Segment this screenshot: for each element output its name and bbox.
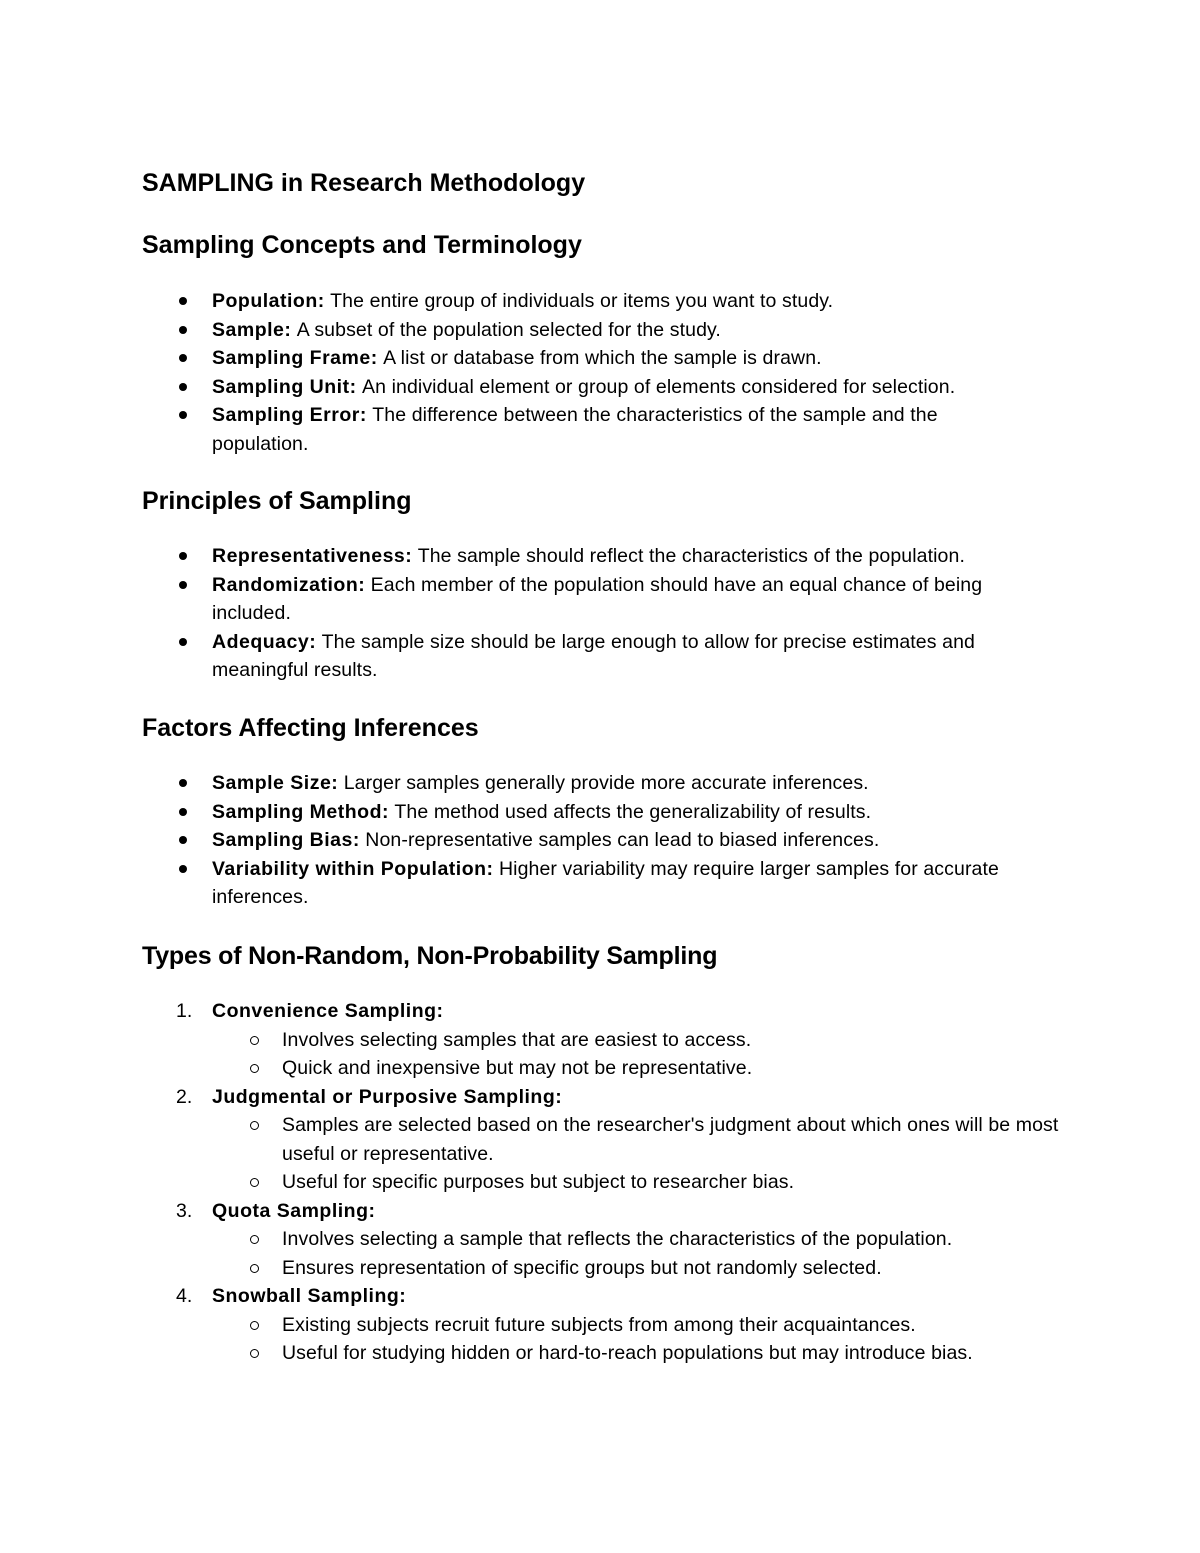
- bullet-icon: [179, 383, 187, 391]
- sub-item: [212, 1111, 1072, 1168]
- sub-item: [212, 1225, 1072, 1254]
- item-number: 4.: [176, 1285, 193, 1307]
- section-concepts: [142, 228, 1072, 455]
- list-item: [142, 855, 1072, 912]
- term-label: Adequacy:: [212, 630, 317, 653]
- term-label: Sampling Unit:: [212, 375, 357, 398]
- sub-item: [212, 1026, 1072, 1055]
- concepts-list: [142, 287, 1072, 458]
- term-description: Each member of the population should have an equal chance of being included.: [212, 573, 983, 624]
- term-description: A subset of the population selected for the study.: [296, 318, 721, 341]
- item-heading: Quota Sampling:: [212, 1199, 376, 1222]
- term-label: Sample Size:: [212, 772, 339, 794]
- sub-item: [212, 1311, 1072, 1340]
- term-label: Sampling Bias:: [212, 829, 360, 851]
- hollow-bullet-icon: [250, 1036, 259, 1045]
- term-description: A list or database from which the sample is drawn.: [383, 347, 822, 369]
- bullet-icon: [179, 354, 187, 362]
- bullet-icon: [179, 836, 187, 844]
- factors-list: [142, 769, 1072, 912]
- bullet-icon: [179, 326, 187, 334]
- hollow-bullet-icon: [250, 1235, 259, 1244]
- bullet-icon: [179, 808, 187, 816]
- bullet-icon: [179, 297, 187, 305]
- sub-list: [212, 1311, 1072, 1368]
- numbered-item: [142, 1282, 1072, 1368]
- list-item: [142, 769, 1072, 798]
- term-label: Sampling Method:: [212, 800, 389, 823]
- sub-item-text: Useful for specific purposes but subject to researcher bias.: [282, 1171, 795, 1193]
- sub-item-text: Ensures representation of specific groups but not randomly selected.: [282, 1256, 882, 1279]
- sub-item: [212, 1054, 1072, 1083]
- sub-list: [212, 1111, 1072, 1197]
- list-item: [142, 798, 1072, 827]
- bullet-icon: [179, 779, 187, 787]
- item-number: 2.: [176, 1085, 193, 1108]
- item-number: 3.: [176, 1199, 193, 1222]
- list-item: [142, 628, 1072, 685]
- item-heading: Judgmental or Purposive Sampling:: [212, 1085, 563, 1108]
- section-heading: Factors Affecting Inferences: [142, 714, 479, 742]
- term-description: Larger samples generally provide more accurate inferences.: [343, 772, 869, 794]
- sub-item: [212, 1254, 1072, 1283]
- section-principles: [142, 484, 1072, 681]
- list-item: [142, 287, 1072, 316]
- list-item: [142, 571, 1072, 628]
- sub-item-text: Existing subjects recruit future subjects from among their acquaintances.: [282, 1313, 916, 1336]
- bullet-icon: [179, 638, 187, 646]
- sub-list: [212, 1026, 1072, 1083]
- numbered-item: [142, 997, 1072, 1083]
- item-heading: Snowball Sampling:: [212, 1285, 407, 1307]
- section-heading: Sampling Concepts and Terminology: [142, 231, 582, 259]
- term-label: Sampling Frame:: [212, 347, 378, 369]
- term-label: Sampling Error:: [212, 404, 367, 426]
- principles-list: [142, 542, 1072, 685]
- term-description: The method used affects the generalizability of results.: [394, 800, 872, 823]
- numbered-item: [142, 1083, 1072, 1197]
- hollow-bullet-icon: [250, 1264, 259, 1273]
- list-item: [142, 542, 1072, 571]
- document-title: SAMPLING in Research Methodology: [142, 169, 586, 197]
- list-item: [142, 344, 1072, 373]
- term-description: The sample size should be large enough to allow for precise estimates and meaningful results.: [212, 630, 975, 681]
- sub-item: [212, 1339, 1072, 1368]
- sub-list: [212, 1225, 1072, 1282]
- term-description: An individual element or group of elements considered for selection.: [362, 375, 956, 398]
- term-description: The entire group of individuals or items you want to study.: [330, 290, 834, 312]
- section-heading: Types of Non-Random, Non-Probability Sampling: [142, 942, 718, 970]
- bullet-icon: [179, 865, 187, 873]
- item-heading: Convenience Sampling:: [212, 1000, 444, 1022]
- list-item: [142, 373, 1072, 402]
- bullet-icon: [179, 411, 187, 419]
- item-number: 1.: [176, 1000, 193, 1022]
- term-description: Non-representative samples can lead to biased inferences.: [365, 829, 880, 851]
- sub-item: [212, 1168, 1072, 1197]
- term-description: Higher variability may require larger samples for accurate inferences.: [212, 857, 999, 908]
- term-description: The difference between the characteristics of the sample and the population.: [212, 404, 938, 455]
- sub-item-text: Samples are selected based on the researcher's judgment about which ones will be most useful or representative.: [282, 1114, 1059, 1165]
- types-list: [142, 997, 1072, 1368]
- sub-item-text: Involves selecting a sample that reflects the characteristics of the population.: [282, 1228, 953, 1250]
- list-item: [142, 316, 1072, 345]
- term-label: Variability within Population:: [212, 857, 494, 880]
- sub-item-text: Useful for studying hidden or hard-to-reach populations but may introduce bias.: [282, 1342, 973, 1364]
- hollow-bullet-icon: [250, 1064, 259, 1073]
- bullet-icon: [179, 552, 187, 560]
- term-label: Population:: [212, 290, 325, 312]
- section-heading: Principles of Sampling: [142, 487, 412, 515]
- hollow-bullet-icon: [250, 1178, 259, 1187]
- hollow-bullet-icon: [250, 1349, 259, 1358]
- list-item: [142, 401, 1072, 458]
- sub-item-text: Quick and inexpensive but may not be representative.: [282, 1057, 753, 1079]
- term-description: The sample should reflect the characteristics of the population.: [417, 545, 965, 567]
- section-factors: [142, 711, 1072, 908]
- sub-item-text: Involves selecting samples that are easiest to access.: [282, 1028, 752, 1051]
- section-types: [142, 939, 1072, 1364]
- hollow-bullet-icon: [250, 1321, 259, 1330]
- numbered-item: [142, 1197, 1072, 1283]
- list-item: [142, 826, 1072, 855]
- term-label: Randomization:: [212, 573, 366, 596]
- bullet-icon: [179, 581, 187, 589]
- term-label: Sample:: [212, 318, 292, 341]
- hollow-bullet-icon: [250, 1121, 259, 1130]
- term-label: Representativeness:: [212, 545, 413, 567]
